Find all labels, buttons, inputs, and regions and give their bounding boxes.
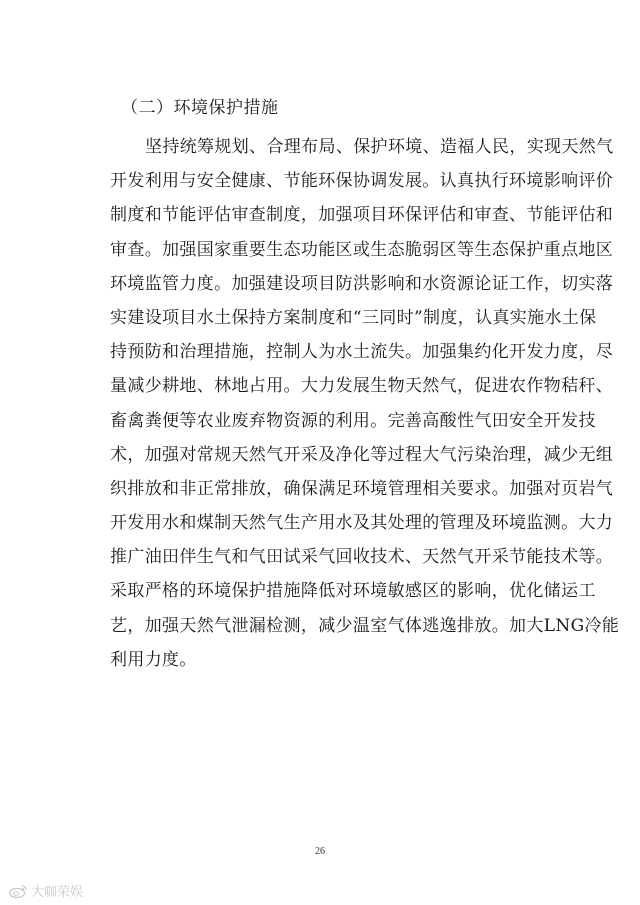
paragraph [110,130,620,677]
paragraph-line: 畜禽粪便等农业废弃物资源的利用。完善高酸性气田安全开发技 [110,410,596,431]
paragraph-line: 开发用水和煤制天然气生产用水及其处理的管理及环境监测。大力 [110,513,614,534]
paragraph-line: 坚持统筹规划、合理布局、保护环境、造福人民，实现天然气 [145,137,614,157]
watermark [8,881,83,900]
section-heading: （二）环境保护措施 [121,98,279,118]
paragraph-line: 织排放和非正常排放，确保满足环境管理相关要求。加强对页岩气 [110,478,614,499]
paragraph-line: 持预防和治理措施，控制人为水土流失。加强集约化开发力度，尽 [110,342,614,363]
paragraph-line: 开发利用与安全健康、节能环保协调发展。认真执行环境影响评价 [110,171,614,192]
paragraph-line: 术，加强对常规天然气开采及净化等过程大气污染治理，减少无组 [110,444,614,465]
paragraph-line: 审查。加强国家重要生态功能区或生态脆弱区等生态保护重点地区 [110,239,614,260]
paragraph-line: 量减少耕地、林地占用。大力发展生物天然气，促进农作物秸秆、 [110,376,614,397]
paragraph-line: 采取严格的环境保护措施降低对环境敏感区的影响，优化储运工 [110,581,596,602]
paragraph-line: 环境监管力度。加强建设项目防洪影响和水资源论证工作，切实落 [110,273,614,294]
paragraph-line: 实建设项目水土保持方案制度和“三同时”制度，认真实施水土保 [110,307,597,328]
paragraph-line: 制度和节能评估审查制度，加强项目环保评估和审查、节能评估和 [110,205,614,226]
page-number: 26 [315,846,325,857]
paragraph-line: 利用力度。 [110,649,197,670]
paragraph-line: 艺，加强天然气泄漏检测，减少温室气体逃逸排放。加大LNG冷能 [110,615,620,636]
weibo-logo-icon [8,884,28,898]
paragraph-line: 推广油田伴生气和气田试采气回收技术、天然气开采节能技术等。 [110,547,614,568]
watermark-text: 大咖荣娱 [31,885,84,900]
